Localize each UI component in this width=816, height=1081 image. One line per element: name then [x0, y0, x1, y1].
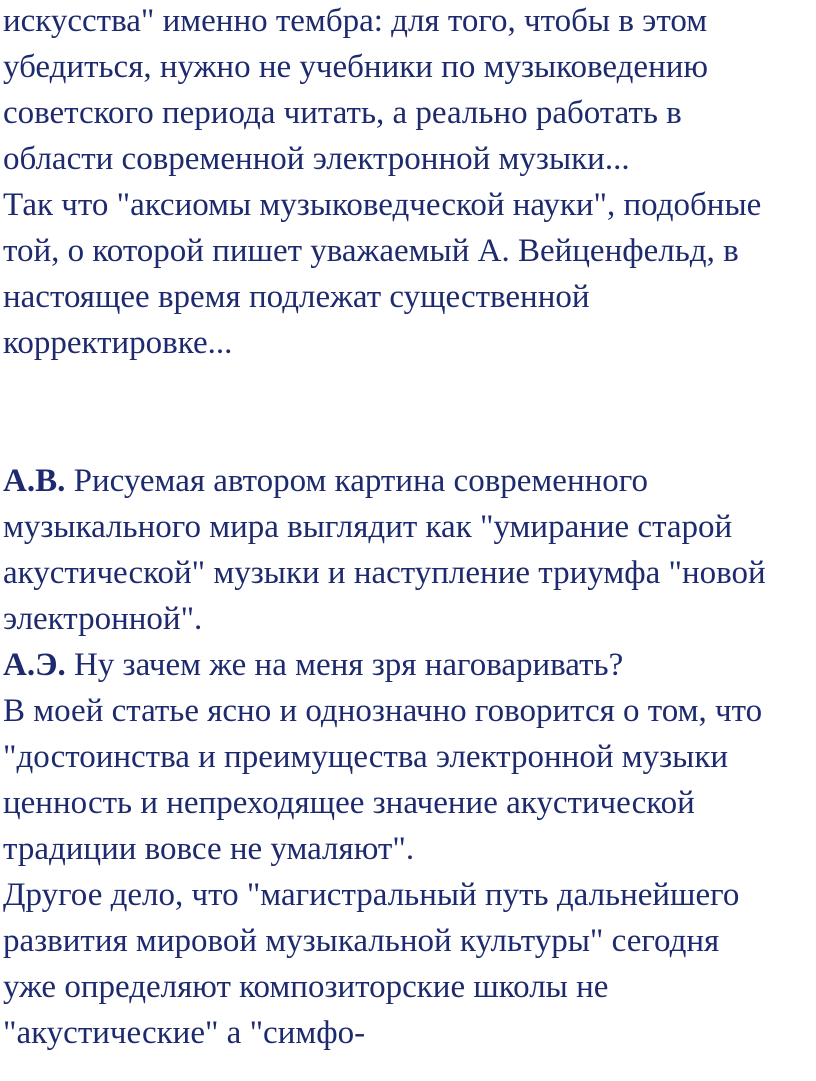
text-line: искусства" именно тембра: для того, чтобы в этом: [3, 3, 708, 39]
text-line: акустической" музыки и наступление триумфа "новой: [3, 555, 766, 591]
interview-question: [3, 458, 813, 642]
text-line: уже определяют композиторские школы не: [3, 969, 609, 1005]
spacer: [3, 412, 813, 458]
text-line: корректировке...: [3, 325, 233, 361]
text-line: музыкального мира выглядит как "умирание старой: [3, 509, 733, 545]
text-line: традиции вовсе не умаляют".: [3, 831, 415, 867]
speaker-label: А.В.: [3, 463, 66, 499]
text-line: "достоинства и преимущества электронной музыки: [3, 739, 729, 775]
interview-answer: [3, 642, 813, 688]
paragraph-main-path: [3, 872, 813, 1056]
answer-text: Ну зачем же на меня зря наговаривать?: [65, 647, 624, 683]
paragraph-axioms: [3, 182, 813, 366]
text-line: электронной".: [3, 601, 203, 637]
text-line: советского периода читать, а реально работать в: [3, 95, 682, 131]
paragraph-electronic-music: [3, 0, 813, 182]
text-line: ценность и непреходящее значение акустической: [3, 785, 695, 821]
text-line: убедиться, нужно не учебники по музыковедению: [3, 49, 709, 85]
text-line: настоящее время подлежат существенной: [3, 279, 590, 315]
spacer: [3, 366, 813, 412]
text-line: "акустические" а "симфо-: [3, 1015, 366, 1051]
text-line: В моей статье ясно и однозначно говорится о том, что: [3, 693, 763, 729]
text-line: той, о которой пишет уважаемый А. Вейценфельд, в: [3, 233, 739, 269]
question-text: Рисуемая автором картина современного: [65, 463, 648, 499]
text-line: Другое дело, что "магистральный путь дальнейшего: [3, 877, 740, 913]
text-line: Так что "аксиомы музыковедческой науки", подобные: [3, 187, 762, 223]
text-line: [3, 458, 813, 504]
speaker-label: А.Э.: [3, 647, 66, 683]
text-line: области современной электронной музыки...: [3, 141, 630, 177]
document-page: [3, 0, 813, 1056]
paragraph-my-article: [3, 688, 813, 872]
text-line: [3, 642, 813, 688]
text-line: развития мировой музыкальной культуры" сегодня: [3, 923, 720, 959]
